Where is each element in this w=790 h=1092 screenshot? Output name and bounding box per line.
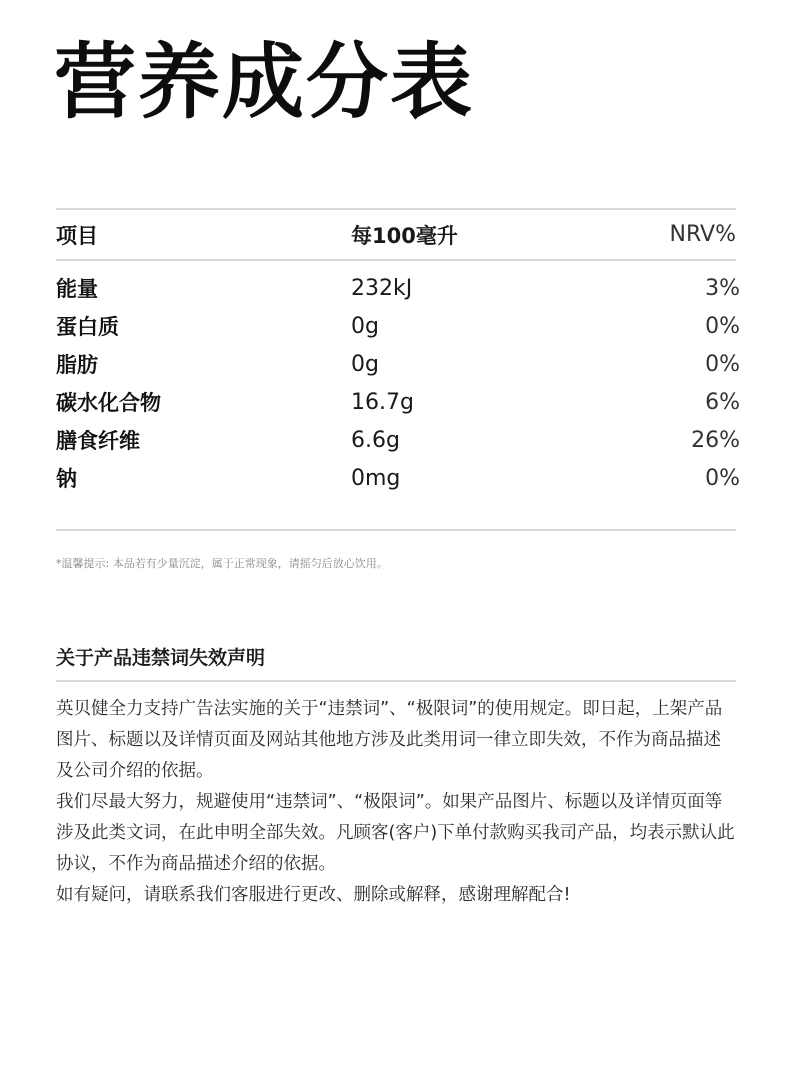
row-item: 碳水化合物 — [56, 391, 161, 415]
table-body — [56, 261, 740, 529]
disclaimer-rule — [56, 680, 736, 682]
row-per100ml: 0mg — [351, 465, 401, 491]
disclaimer-paragraph: 我们尽最大努力，规避使用“违禁词”、“极限词”。如果产品图片、标题以及详情页面等涉及此类文词，在此申明全部失效。凡顾客(客户)下单付款购买我司产品，均表示默认此协议，不作为商品描述介绍的依据。 — [56, 791, 735, 874]
disclaimer-section — [56, 643, 736, 911]
table-row — [56, 307, 740, 345]
row-nrv: 0% — [705, 313, 740, 339]
disclaimer-heading: 关于产品违禁词失效声明 — [56, 647, 266, 669]
row-per100ml: 6.6g — [351, 427, 400, 453]
table-header — [56, 210, 736, 259]
header-per100ml: 每100毫升 — [351, 223, 458, 248]
row-nrv: 6% — [705, 389, 740, 415]
row-item: 钠 — [56, 467, 77, 491]
row-item: 膳食纤维 — [56, 429, 140, 453]
table-row — [56, 459, 740, 497]
row-per100ml: 0g — [351, 313, 379, 339]
row-nrv: 26% — [691, 427, 740, 453]
row-nrv: 3% — [705, 275, 740, 301]
row-item: 能量 — [56, 277, 98, 301]
storage-note: *温馨提示: 本品若有少量沉淀，属于正常现象，请摇匀后放心饮用。 — [56, 557, 388, 570]
row-per100ml: 16.7g — [351, 389, 414, 415]
nutrition-table — [56, 208, 740, 531]
page-title: 营养成分表 — [54, 35, 475, 130]
table-row — [56, 269, 740, 307]
disclaimer-paragraph: 如有疑问，请联系我们客服进行更改、删除或解释，感谢理解配合! — [56, 884, 571, 905]
table-row — [56, 421, 740, 459]
table-row — [56, 345, 740, 383]
row-nrv: 0% — [705, 465, 740, 491]
header-item: 项目 — [56, 223, 98, 248]
table-bottom-rule — [56, 529, 736, 531]
row-item: 脂肪 — [56, 353, 98, 377]
row-item: 蛋白质 — [56, 315, 119, 339]
row-per100ml: 232kJ — [351, 275, 413, 301]
row-nrv: 0% — [705, 351, 740, 377]
header-nrv: NRV% — [669, 222, 736, 247]
row-per100ml: 0g — [351, 351, 379, 377]
disclaimer-paragraph: 英贝健全力支持广告法实施的关于“违禁词”、“极限词”的使用规定。即日起，上架产品图片、标题以及详情页面及网站其他地方涉及此类用词一律立即失效，不作为商品描述及公司介绍的依据。 — [56, 698, 723, 781]
table-row — [56, 383, 740, 421]
